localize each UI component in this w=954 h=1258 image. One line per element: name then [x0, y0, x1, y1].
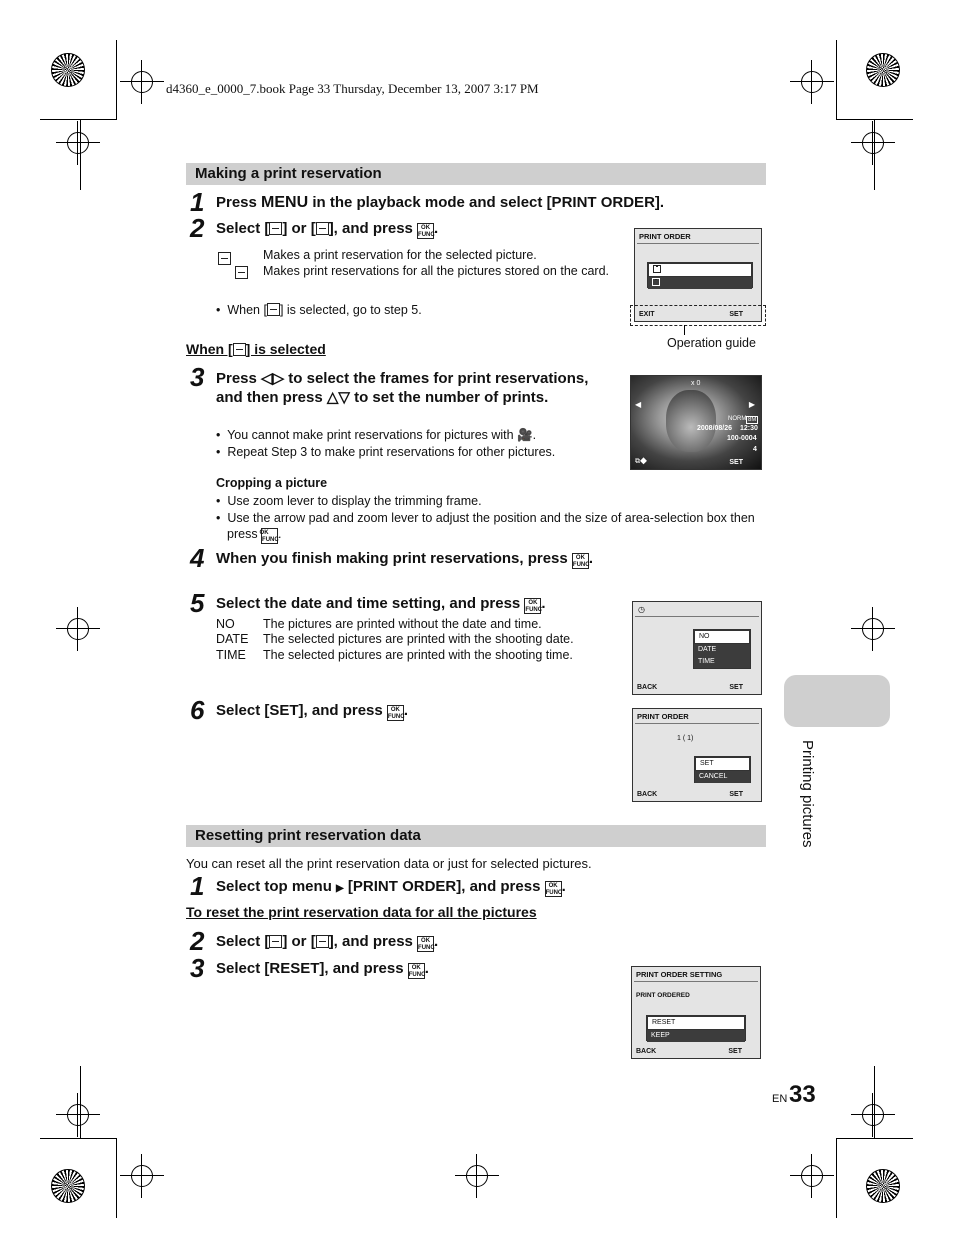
screen-photo: x 0 ◀ ▶ NORM 8M 2008/08/26 12:30 100-0004 4 ⧉◆ SET	[630, 375, 762, 470]
single-print-icon	[269, 935, 282, 948]
left-arrow-icon: ◀	[635, 400, 642, 409]
screen-datetime: ◷ NO DATE TIME BACK SET	[632, 601, 762, 695]
crop-line	[837, 1138, 913, 1139]
registration-mark	[801, 1165, 823, 1187]
step-number: 2	[190, 213, 205, 243]
crop-line	[836, 1138, 837, 1218]
option-desc: The selected pictures are printed with the shooting time.	[263, 648, 573, 662]
page-number: 33	[789, 1081, 816, 1108]
menu-item-single	[648, 263, 752, 277]
right-arrow-icon: ▶	[748, 400, 755, 409]
crop-line	[116, 1138, 117, 1218]
step-text: Select top menu ▶ [PRINT ORDER], and press OK FUNC.	[216, 878, 566, 896]
step-text: Select [ ] or [ ], and press OK FUNC.	[216, 933, 439, 951]
ok-func-icon: OK FUNC	[387, 707, 405, 720]
registration-mark	[67, 618, 89, 640]
menu-item-all	[648, 277, 752, 289]
desc-all: Makes print reservations for all the pictures stored on the card.	[263, 264, 609, 278]
subhead-reset-all: To reset the print reservation data for all the pictures	[186, 904, 537, 920]
crop-line	[80, 1066, 81, 1138]
color-star-mark-tr	[866, 53, 900, 87]
registration-mark	[67, 1104, 89, 1126]
crop-line	[837, 119, 913, 120]
ok-func-icon: OK FUNC	[525, 600, 543, 613]
step-text: Press ◁▷ to select the frames for print reservations, and then press △▽ to set the number of prints.	[216, 370, 589, 406]
option-key: DATE	[216, 632, 249, 646]
registration-mark	[862, 132, 884, 154]
option-desc: The selected pictures are printed with the shooting date.	[263, 632, 574, 646]
clock-icon: ◷	[638, 605, 645, 614]
bullet: • Use zoom lever to display the trimming frame.	[216, 494, 482, 508]
file-header: d4360_e_0000_7.book Page 33 Thursday, December 13, 2007 3:17 PM	[166, 81, 539, 96]
step-number: 4	[190, 543, 205, 573]
color-star-mark-tl	[51, 53, 85, 87]
all-print-icon	[267, 303, 280, 316]
crop-line	[40, 119, 116, 120]
step-text: Select [RESET], and press OK FUNC.	[216, 960, 429, 978]
ok-func-icon: OK FUNC	[418, 938, 435, 951]
crop-line	[874, 120, 875, 190]
confirm-menu: SET CANCEL	[694, 756, 751, 783]
step-number: 6	[190, 695, 205, 725]
step-number: 3	[190, 362, 205, 392]
crop-icon: ⧉◆	[635, 458, 647, 465]
ok-func-icon: OK FUNC	[572, 555, 590, 568]
screen-reset: PRINT ORDER SETTING PRINT ORDERED RESET KEEP BACK SET	[631, 966, 761, 1059]
single-print-icon	[233, 343, 246, 356]
bullet: • When [ ] is selected, go to step 5.	[216, 303, 422, 317]
section-title: Resetting print reservation data	[186, 825, 766, 847]
ok-func-icon: OK FUNC	[259, 530, 279, 543]
step-text: Select the date and time setting, and press OK FUNC.	[216, 595, 546, 613]
callout-line	[684, 325, 685, 335]
page-lang: EN	[772, 1093, 788, 1105]
all-print-icon	[316, 222, 329, 235]
crop-line	[836, 40, 837, 120]
color-star-mark-br	[866, 1169, 900, 1203]
step-number: 3	[190, 953, 205, 983]
step-text: Select [ ] or [ ], and press OK FUNC.	[216, 220, 439, 238]
single-print-icon	[269, 222, 282, 235]
step-text: When you finish making print reservations, press OK FUNC.	[216, 550, 594, 568]
right-triangle-icon: ▶	[336, 883, 344, 894]
registration-mark	[862, 1104, 884, 1126]
option-desc: The pictures are printed without the date and time.	[263, 617, 542, 631]
step-number: 1	[190, 187, 205, 217]
subhead-single: When [ ] is selected	[186, 341, 326, 357]
crop-line	[874, 1066, 875, 1138]
registration-mark	[466, 1165, 488, 1187]
bullet: • Repeat Step 3 to make print reservations for other pictures.	[216, 445, 556, 459]
step-text: Select [SET], and press OK FUNC.	[216, 702, 409, 720]
left-right-icon: ◁▷	[261, 370, 285, 387]
registration-mark	[131, 1165, 153, 1187]
all-print-icon	[316, 935, 329, 948]
ok-func-icon: OK FUNC	[408, 965, 426, 978]
color-star-mark-bl	[51, 1169, 85, 1203]
option-key: TIME	[216, 648, 246, 662]
chapter-tab	[784, 675, 890, 727]
operation-guide-frame	[630, 305, 766, 326]
option-key: NO	[216, 617, 235, 631]
step-number: 1	[190, 871, 205, 901]
step-number: 5	[190, 588, 205, 618]
desc-single: Makes a print reservation for the selected picture.	[263, 248, 537, 262]
all-print-icon	[235, 266, 248, 279]
crop-line	[116, 40, 117, 120]
registration-mark	[801, 71, 823, 93]
step-number: 2	[190, 926, 205, 956]
photo-subject	[666, 390, 716, 452]
registration-mark	[862, 618, 884, 640]
ok-func-icon: OK FUNC	[418, 225, 435, 238]
movie-icon: 🎥	[517, 428, 533, 442]
reset-menu: RESET KEEP	[646, 1015, 746, 1041]
datetime-menu: NO DATE TIME	[693, 629, 751, 669]
section-title: Making a print reservation	[186, 163, 766, 185]
cropping-head: Cropping a picture	[216, 476, 328, 490]
crop-line	[80, 120, 81, 190]
screen-confirm: PRINT ORDER 1 ( 1) SET CANCEL BACK SET	[632, 708, 762, 802]
print-order-menu	[647, 262, 753, 288]
single-print-icon	[218, 252, 231, 265]
registration-mark	[131, 71, 153, 93]
intro-text: You can reset all the print reservation data or just for selected pictures.	[186, 856, 592, 871]
chapter-label: Printing pictures	[799, 740, 816, 848]
registration-mark	[67, 132, 89, 154]
bullet: • Use the arrow pad and zoom lever to adjust the position and the size of area-selection box then press OK FUNC.	[216, 511, 755, 543]
bullet: • You cannot make print reservations for pictures with 🎥.	[216, 428, 537, 442]
ok-func-icon: OK FUNC	[545, 883, 563, 896]
up-down-icon: △▽	[326, 389, 350, 406]
screen-print-order: PRINT ORDER EXIT SET	[634, 228, 762, 322]
crop-line	[40, 1138, 116, 1139]
step-text: Press MENU in the playback mode and select [PRINT ORDER].	[216, 194, 665, 211]
operation-guide-label: Operation guide	[667, 336, 756, 350]
